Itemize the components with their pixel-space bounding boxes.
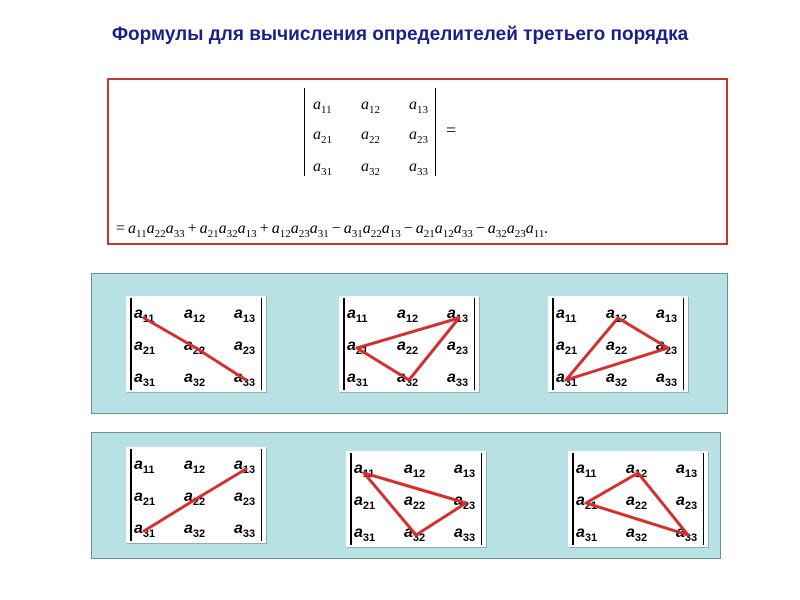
matrix-element: $a_{11}$ [134, 305, 155, 326]
matrix-element: $a_{32}$ [184, 520, 206, 541]
matrix-element: $a_{21}$ [576, 492, 598, 513]
matrix-bar-right [261, 298, 263, 390]
matrix-element: $a_{21}$ [556, 337, 578, 358]
matrix-bar-right [474, 298, 476, 390]
diagram-matrix [568, 451, 708, 547]
matrix-element: $a_{33}$ [234, 520, 256, 541]
determinant-cell: $a_{32}$ [361, 158, 380, 179]
matrix-element: $a_{31}$ [576, 524, 598, 545]
diagram-matrix [126, 447, 266, 543]
matrix-element: $a_{31}$ [134, 520, 156, 541]
diagram-matrix [548, 296, 688, 392]
diagram-panel-negative [91, 432, 721, 559]
matrix-element: $a_{12}$ [404, 460, 426, 481]
matrix-element: $a_{11}$ [347, 305, 368, 326]
matrix-element: $a_{13}$ [656, 305, 678, 326]
determinant-expansion [113, 220, 548, 240]
expansion-equals: = [116, 220, 126, 237]
matrix-element: $a_{32}$ [404, 524, 426, 545]
matrix-element: $a_{33}$ [447, 369, 469, 390]
expansion-term: $a_{31}a_{22}a_{13}$ [343, 220, 401, 241]
matrix-element: $a_{11}$ [354, 460, 375, 481]
expansion-term: $a_{11}a_{22}a_{33}$ [128, 220, 185, 241]
expansion-sign: − [403, 220, 413, 237]
matrix-bar-right [261, 449, 263, 541]
expansion-period: . [544, 220, 549, 237]
matrix-element: $a_{32}$ [606, 369, 628, 390]
matrix-element: $a_{22}$ [397, 337, 419, 358]
matrix-element: $a_{12}$ [606, 305, 628, 326]
expansion-sign: + [259, 220, 269, 237]
matrix-bar-left [130, 449, 132, 541]
diagram-matrix [126, 296, 266, 392]
matrix-element: $a_{13}$ [447, 305, 469, 326]
matrix-element: $a_{32}$ [626, 524, 648, 545]
formula-box [107, 78, 728, 245]
matrix-element: $a_{22}$ [184, 337, 206, 358]
matrix-element: $a_{21}$ [354, 492, 376, 513]
matrix-bar-left [130, 298, 132, 390]
matrix-element: $a_{21}$ [347, 337, 369, 358]
diagram-matrix [346, 451, 486, 547]
diagram-panel-positive [91, 273, 728, 414]
matrix-element: $a_{31}$ [134, 369, 156, 390]
determinant-cell: $a_{12}$ [361, 96, 380, 117]
expansion-term: $a_{21}a_{12}a_{33}$ [415, 220, 473, 241]
determinant-cell: $a_{21}$ [313, 126, 332, 147]
matrix-bar-right [683, 298, 685, 390]
matrix-bar-left [350, 453, 352, 545]
expansion-sign: + [187, 220, 197, 237]
matrix-element: $a_{31}$ [347, 369, 369, 390]
matrix-bar-right [703, 453, 705, 545]
matrix-element: $a_{23}$ [676, 492, 698, 513]
matrix-element: $a_{13}$ [234, 305, 256, 326]
determinant-cell: $a_{11}$ [313, 96, 332, 117]
matrix-element: $a_{33}$ [234, 369, 256, 390]
expansion-term: $a_{21}a_{32}a_{13}$ [199, 220, 257, 241]
matrix-bar-right [481, 453, 483, 545]
matrix-element: $a_{11}$ [134, 456, 155, 477]
expansion-term: $a_{12}a_{23}a_{31}$ [271, 220, 329, 241]
determinant-cell: $a_{22}$ [361, 126, 380, 147]
matrix-element: $a_{13}$ [234, 456, 256, 477]
matrix-bar-left [343, 298, 345, 390]
matrix-element: $a_{22}$ [184, 488, 206, 509]
diagram-matrix [339, 296, 479, 392]
matrix-element: $a_{12}$ [184, 456, 206, 477]
matrix-element: $a_{21}$ [134, 488, 156, 509]
matrix-element: $a_{21}$ [134, 337, 156, 358]
determinant-cell: $a_{13}$ [409, 96, 428, 117]
matrix-element: $a_{33}$ [676, 524, 698, 545]
matrix-element: $a_{31}$ [354, 524, 376, 545]
matrix-element: $a_{12}$ [184, 305, 206, 326]
matrix-element: $a_{32}$ [184, 369, 206, 390]
matrix-element: $a_{22}$ [626, 492, 648, 513]
matrix-bar-left [572, 453, 574, 545]
matrix-element: $a_{22}$ [404, 492, 426, 513]
expansion-sign: − [475, 220, 485, 237]
matrix-element: $a_{11}$ [576, 460, 597, 481]
matrix-element: $a_{23}$ [234, 488, 256, 509]
matrix-element: $a_{13}$ [676, 460, 698, 481]
determinant-cell: $a_{23}$ [409, 126, 428, 147]
matrix-element: $a_{23}$ [656, 337, 678, 358]
matrix-bar-left [552, 298, 554, 390]
matrix-element: $a_{22}$ [606, 337, 628, 358]
equals-sign: = [446, 120, 457, 140]
matrix-element: $a_{33}$ [454, 524, 476, 545]
expansion-sign: − [331, 220, 341, 237]
matrix-element: $a_{31}$ [556, 369, 578, 390]
expansion-term: $a_{32}a_{23}a_{11}$ [487, 220, 545, 241]
matrix-element: $a_{33}$ [656, 369, 678, 390]
matrix-element: $a_{23}$ [454, 492, 476, 513]
determinant-matrix [304, 88, 436, 179]
matrix-element: $a_{13}$ [454, 460, 476, 481]
matrix-element: $a_{12}$ [397, 305, 419, 326]
matrix-element: $a_{12}$ [626, 460, 648, 481]
matrix-element: $a_{23}$ [447, 337, 469, 358]
matrix-element: $a_{23}$ [234, 337, 256, 358]
page-title: Формулы для вычисления определителей третьего порядка [111, 24, 689, 45]
matrix-element: $a_{32}$ [397, 369, 419, 390]
determinant-cell: $a_{33}$ [409, 158, 428, 179]
matrix-element: $a_{11}$ [556, 305, 577, 326]
determinant-cell: $a_{31}$ [313, 158, 332, 179]
